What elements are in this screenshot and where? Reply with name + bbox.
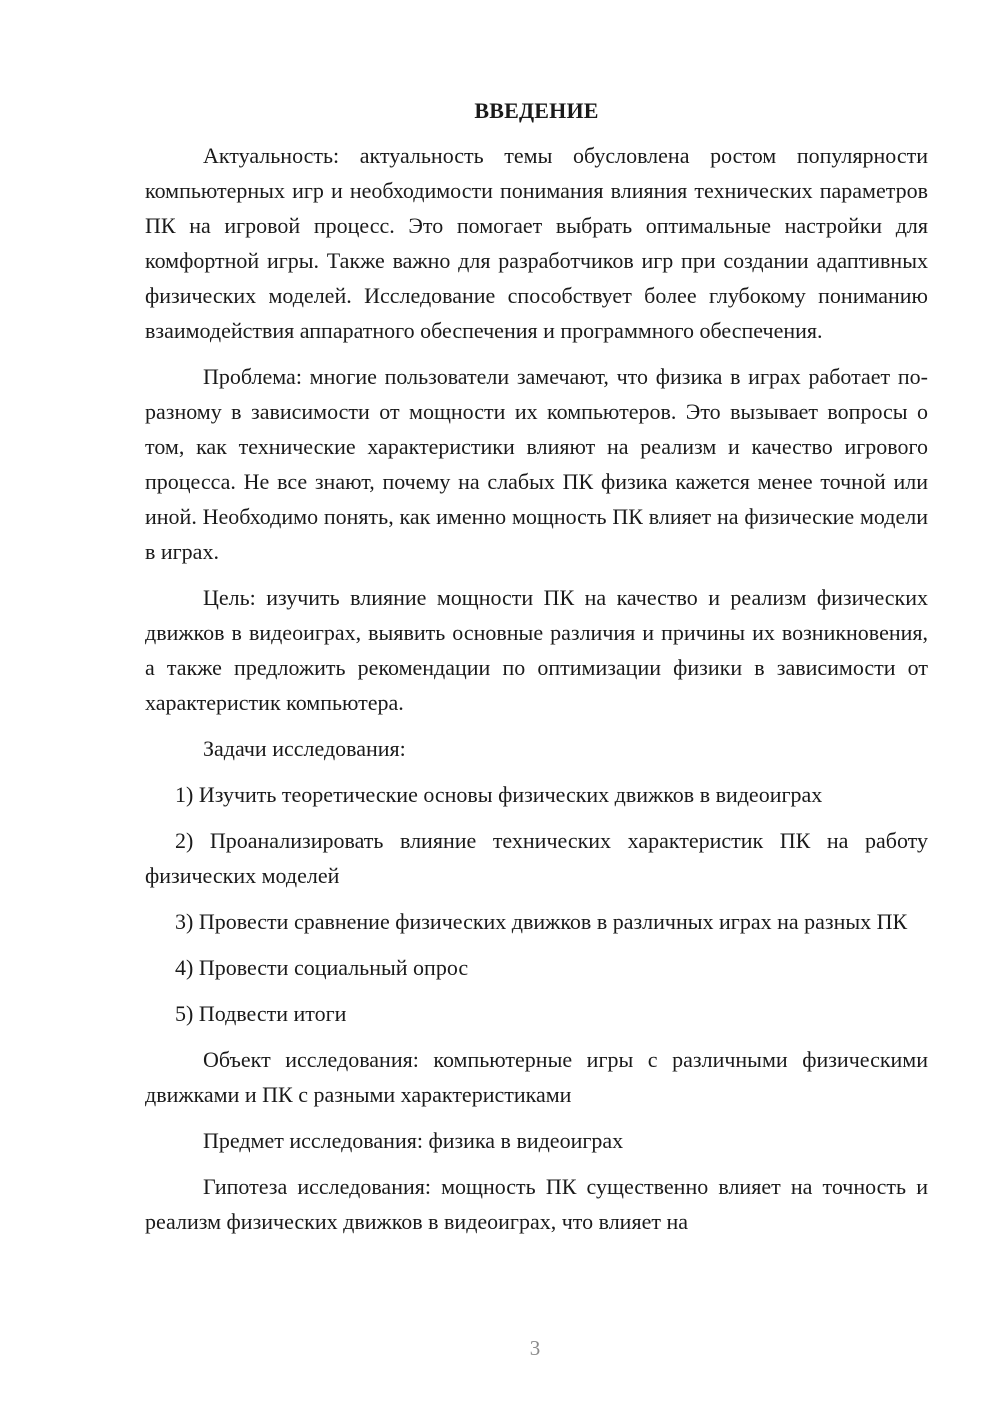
page-title: ВВЕДЕНИЕ [474,98,599,123]
task-item-3: 3) Провести сравнение физических движков в различных играх на разных ПК [175,909,908,934]
task-item-5: 5) Подвести итоги [175,1001,347,1026]
task-item-4: 4) Провести социальный опрос [175,955,469,980]
page-number: 3 [529,1336,541,1360]
tasks-heading: Задачи исследования: [203,736,406,761]
object-paragraph: Объект исследования: компьютерные игры с различными физическими движками и ПК с разными характеристиками [145,1047,928,1107]
relevance-paragraph: Актуальность: актуальность темы обусловлена ростом популярности компьютерных игр и необходимости понимания влияния технических параметров ПК на игровой процесс. Это помогает выбрать оптимальные настройки для комфортной игры. Также важно для разработчиков игр при создании адаптивных физических моделей. Исследование способствует более глубокому пониманию взаимодействия аппаратного обеспечения и программного обеспечения. [145,143,928,343]
problem-paragraph: Проблема: многие пользователи замечают, что физика в играх работает по-разному в зависимости от мощности их компьютеров. Это вызывает вопросы о том, как технические характеристики влияют на реализм и качество игрового процесса. Не все знают, почему на слабых ПК физика кажется менее точной или иной. Необходимо понять, как именно мощность ПК влияет на физические модели в играх. [145,364,928,564]
goal-paragraph: Цель: изучить влияние мощности ПК на качество и реализм физических движков в видеоиграх, выявить основные различия и причины их возникновения, а также предложить рекомендации по оптимизации физики в зависимости от характеристик компьютера. [145,585,928,715]
hypothesis-paragraph: Гипотеза исследования: мощность ПК существенно влияет на точность и реализм физических движков в видеоиграх, что влияет на [145,1174,928,1234]
task-item-1: 1) Изучить теоретические основы физических движков в видеоиграх [175,782,823,807]
page-content [145,94,928,1250]
task-item-2: 2) Проанализировать влияние технических характеристик ПК на работу физических моделей [145,828,928,888]
subject-paragraph: Предмет исследования: физика в видеоиграх [203,1128,624,1153]
